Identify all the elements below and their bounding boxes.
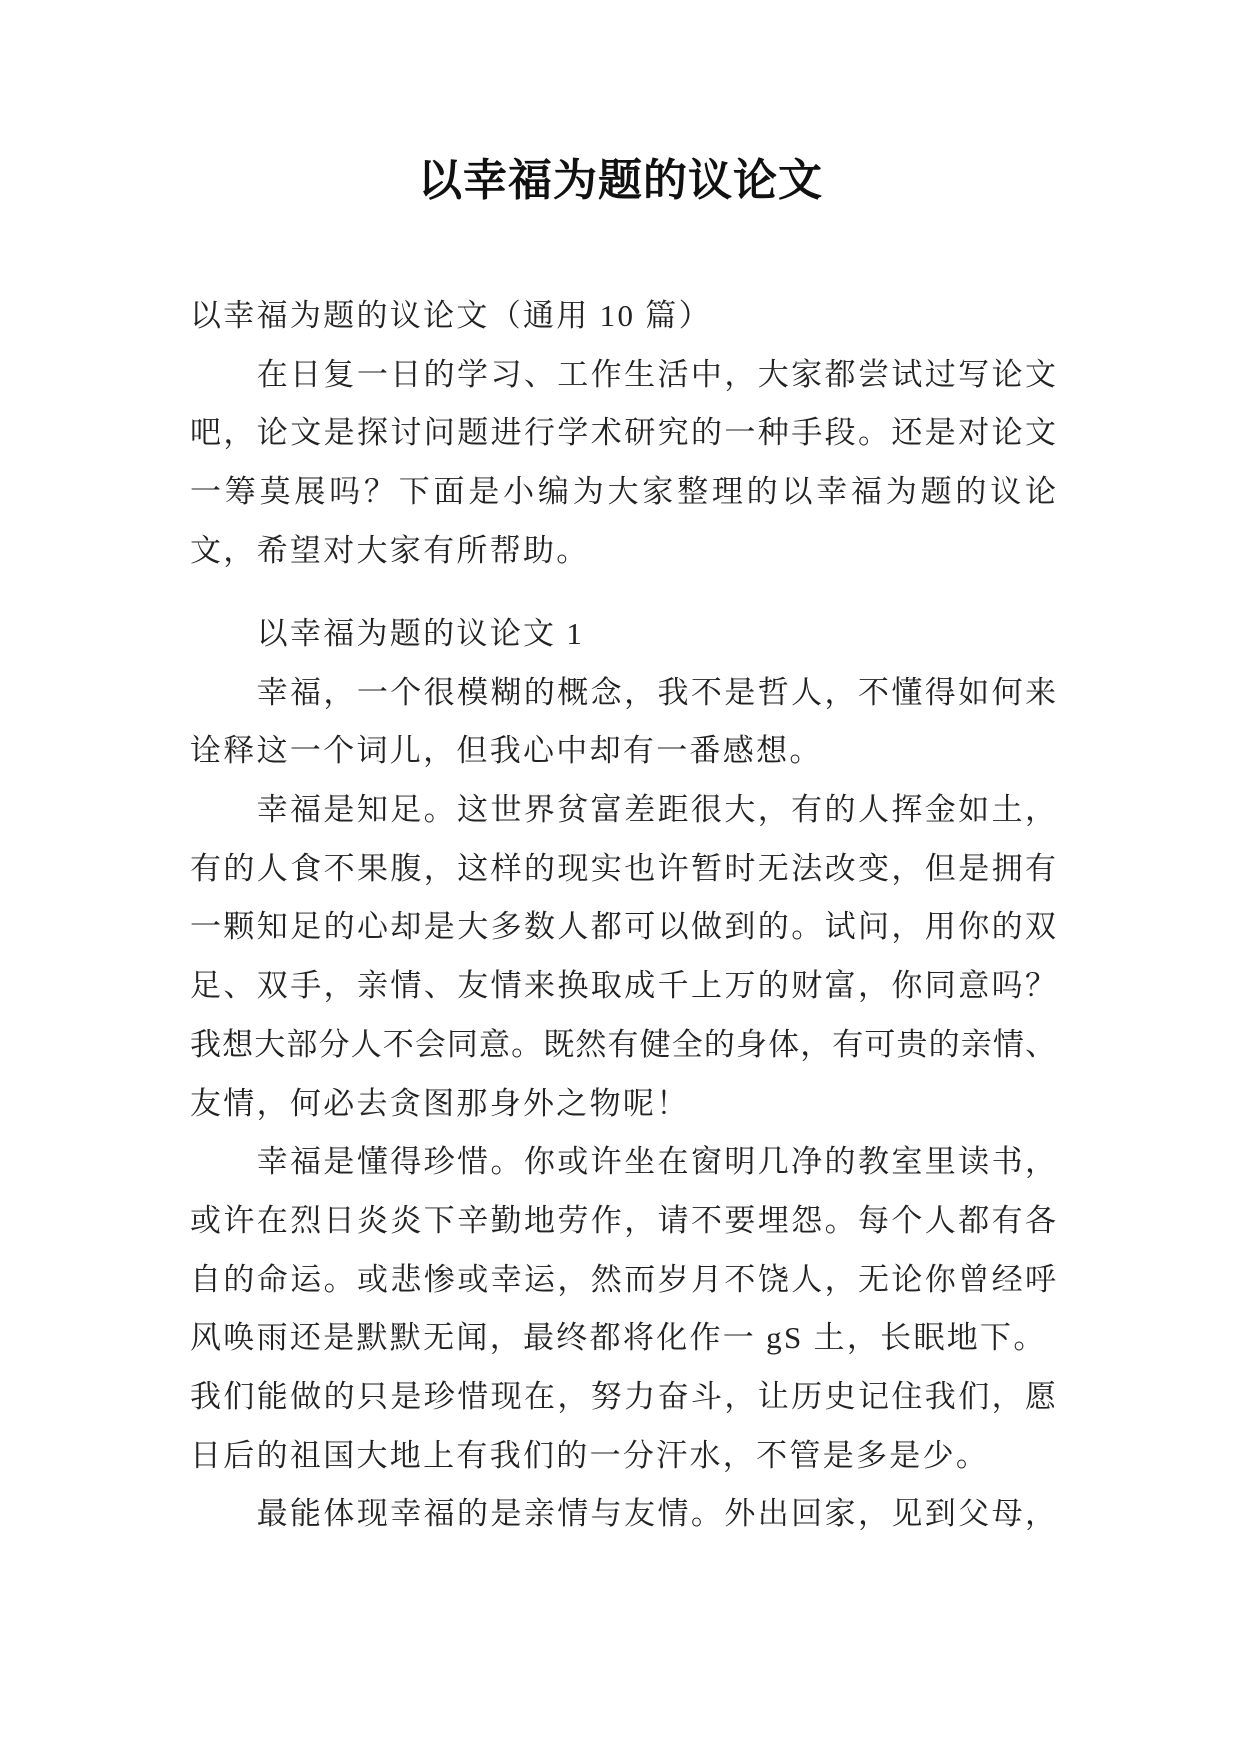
text-line: 我们能做的只是珍惜现在，努力奋斗，让历史记住我们，愿 (190, 1378, 1056, 1414)
paragraph (190, 664, 1056, 781)
text-line: 一颗知足的心却是大多数人都可以做到的。试问，用你的双 (190, 909, 1056, 945)
intro-paragraph (190, 346, 1056, 581)
text-line: 幸福是知足。这世界贫富差距很大，有的人挥金如土， (256, 792, 1056, 828)
text-line: 自的命运。或悲惨或幸运，然而岁月不饶人，无论你曾经呼 (190, 1261, 1056, 1297)
document-title: 以幸福为题的议论文 (418, 156, 823, 205)
text-line: 最能体现幸福的是亲情与友情。外出回家，见到父母， (256, 1496, 1056, 1532)
collection-heading: 以幸福为题的议论文（通用 10 篇） (190, 298, 712, 333)
text-line: 幸福，一个很模糊的概念，我不是哲人，不懂得如何来 (256, 674, 1056, 710)
paragraph (190, 1485, 1056, 1544)
text-line: 日后的祖国大地上有我们的一分汗水，不管是多是少。 (190, 1437, 990, 1473)
essay-heading: 以幸福为题的议论文 1 (256, 616, 585, 652)
text-line: 幸福是懂得珍惜。你或许坐在窗明几净的教室里读书， (256, 1144, 1056, 1180)
text-line: 有的人食不果腹，这样的现实也许暂时无法改变，但是拥有 (190, 850, 1056, 886)
text-line: 文，希望对大家有所帮助。 (190, 532, 590, 568)
text-line: 足、双手，亲情、友情来换取成千上万的财富，你同意吗？ (190, 968, 1056, 1004)
text-line: 在日复一日的学习、工作生活中，大家都尝试过写论文 (256, 356, 1056, 392)
text-line: 风唤雨还是默默无闻，最终都将化作一 gS 土，长眠地下。 (190, 1320, 1047, 1356)
text-line: 友情，何必去贪图那身外之物呢！ (190, 1085, 690, 1121)
document-body (190, 287, 1056, 1544)
text-line: 一筹莫展吗？下面是小编为大家整理的以幸福为题的议论 (190, 474, 1056, 510)
text-line: 我想大部分人不会同意。既然有健全的身体，有可贵的亲情、 (190, 1026, 1056, 1062)
paragraph (190, 1133, 1056, 1485)
text-line: 吧，论文是探讨问题进行学术研究的一种手段。还是对论文 (190, 415, 1056, 451)
text-line: 诠释这一个词儿，但我心中却有一番感想。 (190, 733, 823, 769)
paragraph (190, 781, 1056, 1133)
text-line: 或许在烈日炎炎下辛勤地劳作，请不要埋怨。每个人都有各 (190, 1202, 1056, 1238)
